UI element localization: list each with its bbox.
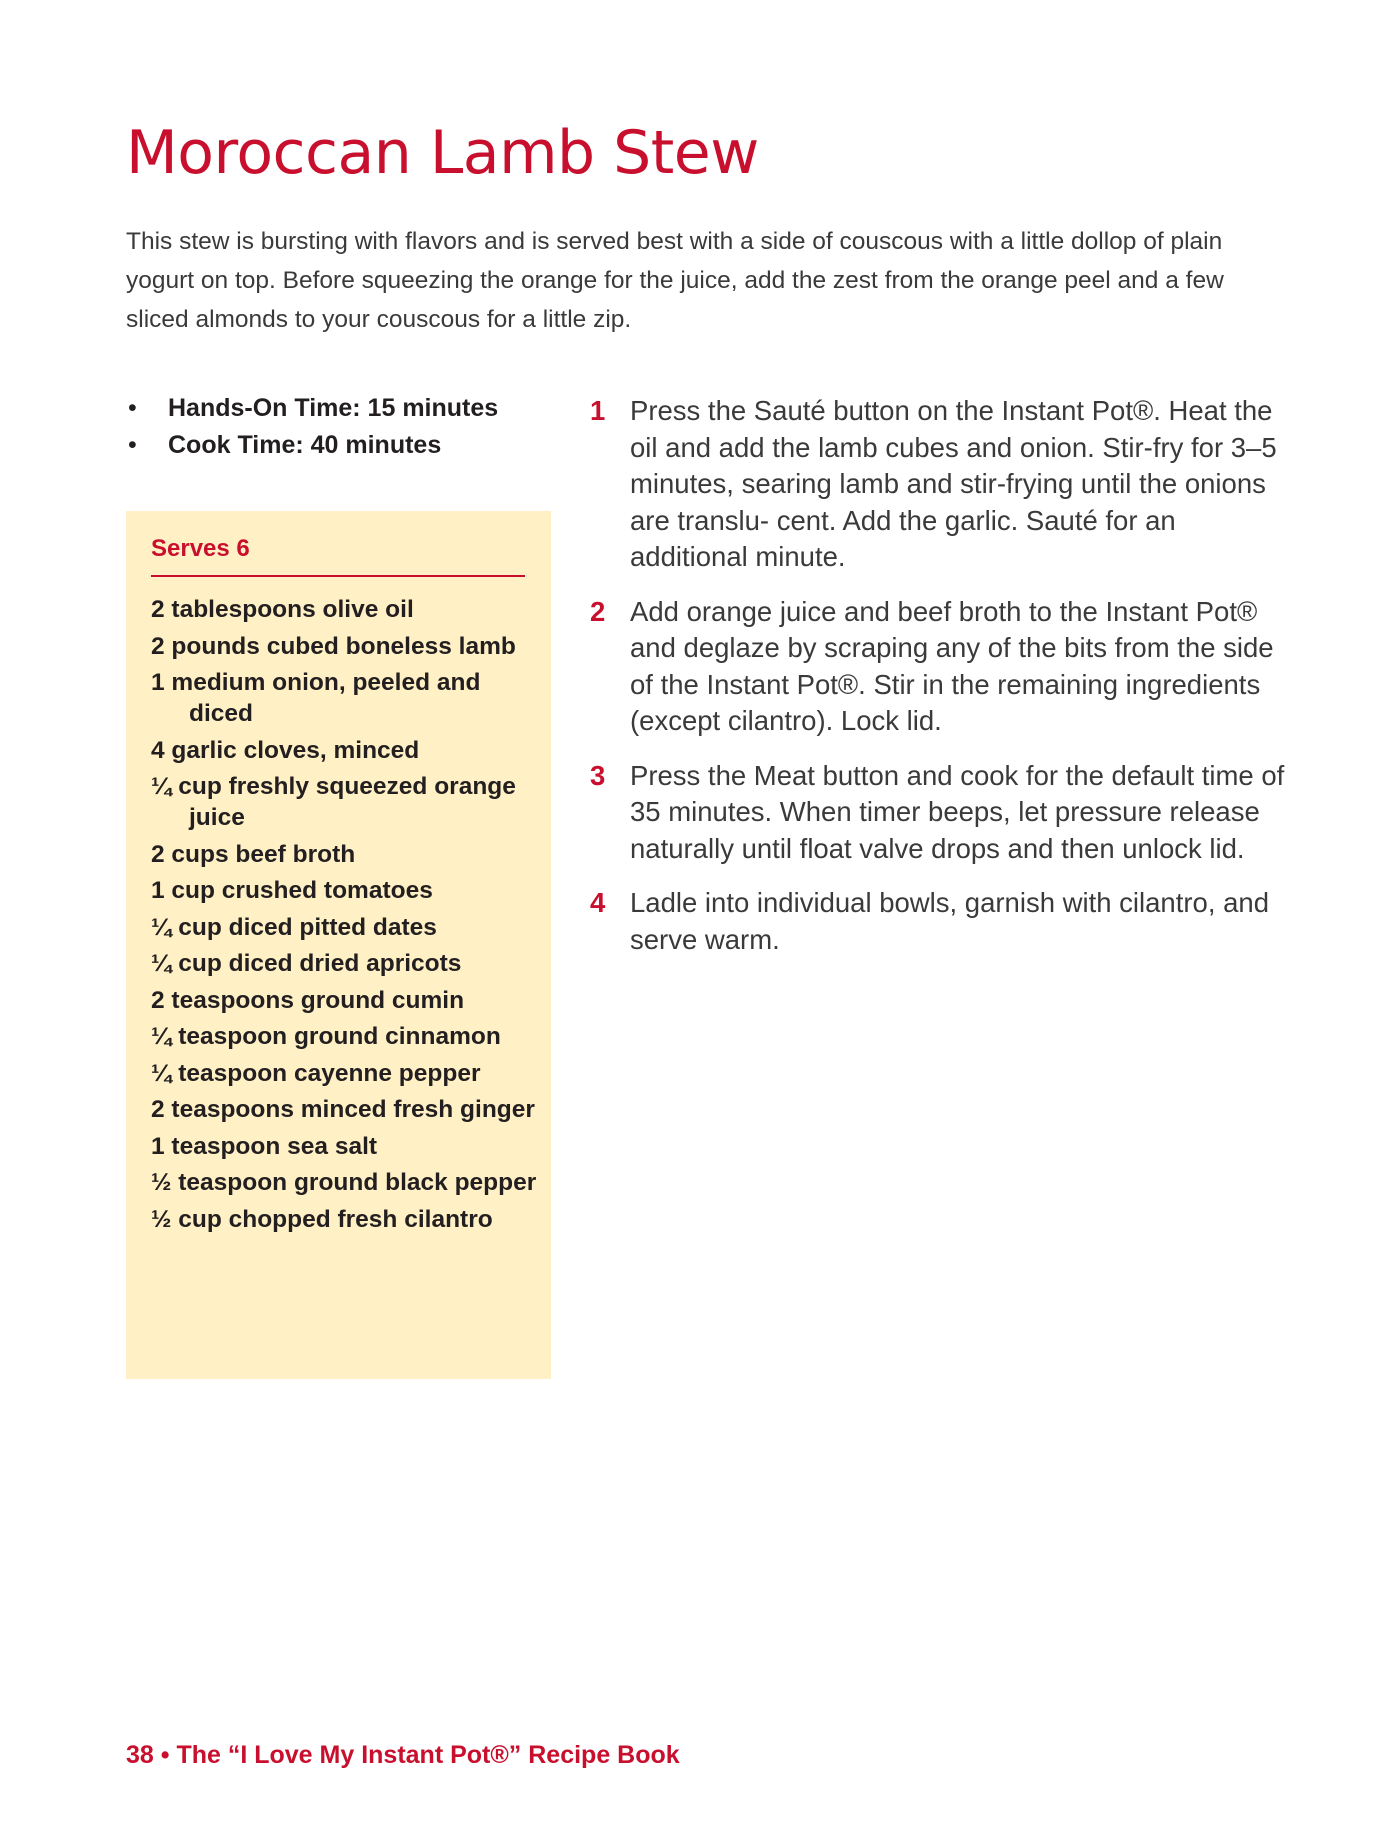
ingredient-item: ½ teaspoon ground black pepper [151, 1169, 537, 1196]
step-text: Add orange juice and beef broth to the Instant Pot® and deglaze by scraping any of the bits from the side of the Instant Pot®. Stir in the remaining ingredients (except cilantro). Lock lid. [630, 595, 1274, 736]
step-text: Press the Meat button and cook for the default time of 35 minutes. When timer beeps, let pressure release naturally until float valve drops and then unlock lid. [630, 759, 1285, 864]
ingredient-item: 1 cup crushed tomatoes [151, 877, 433, 904]
recipe-intro: This stew is bursting with flavors and is served best with a side of couscous with a little dollop of plain yogurt on top. Before squeezing the orange for the juice, add the zest from the orange peel and a few sliced almonds to your couscous for a little zip. [126, 228, 1224, 333]
ingredient-item: 2 teaspoons minced fresh ginger [151, 1096, 535, 1123]
ingredient-item: ¼ cup diced dried apricots [151, 950, 462, 977]
ingredient-item: ¼ teaspoon cayenne pepper [151, 1059, 481, 1087]
ingredient-item: 1 teaspoon sea salt [151, 1132, 378, 1160]
ingredient-item: 2 pounds cubed boneless lamb [151, 632, 516, 660]
ingredient-item: ½ cup chopped fresh cilantro [151, 1205, 493, 1233]
ingredient-item: 2 tablespoons olive oil [151, 596, 414, 623]
ingredient-item: 2 teaspoons ground cumin [151, 986, 465, 1014]
cook-time-text: Cook Time: 40 minutes [168, 431, 442, 459]
directions-list [590, 393, 1290, 976]
cook-time [126, 427, 498, 464]
ingredient-item: 4 garlic cloves, minced [151, 736, 420, 764]
step-text: Ladle into individual bowls, garnish with cilantro, and serve warm. [630, 887, 1269, 955]
serves-heading: Serves 6 [151, 533, 525, 577]
step-number: 4 [590, 887, 606, 918]
page-footer: 38 • The “I Love My Instant Pot®” Recipe Book [126, 1741, 680, 1769]
ingredients-list [151, 594, 541, 1240]
ingredient-item: 2 cups beef broth [151, 840, 356, 868]
step-number: 1 [590, 395, 606, 426]
bullet-icon: • [128, 394, 137, 422]
ingredient-item: ¼ cup diced pitted dates [151, 913, 437, 941]
direction-step [590, 885, 1290, 958]
ingredients-box [126, 511, 551, 1379]
step-number: 3 [590, 759, 606, 791]
direction-step [590, 594, 1290, 740]
step-number: 2 [590, 595, 606, 627]
recipe-title: Moroccan Lamb Stew [126, 118, 759, 188]
ingredient-item: ¼ teaspoon ground cinnamon [151, 1023, 501, 1050]
direction-step [590, 393, 1290, 576]
step-text: Press the Sauté button on the Instant Pot®. Heat the oil and add the lamb cubes and onion. Stir-fry for 3–5 minutes, searing lamb and stir-frying until the onions are translu- cent. Add the garlic. Sauté for an additional minute. [630, 395, 1277, 572]
direction-step [590, 758, 1290, 868]
ingredient-item: 1 medium onion, peeled and diced [151, 669, 481, 727]
times-list [126, 390, 498, 464]
bullet-icon: • [128, 431, 137, 459]
ingredient-item: ¼ cup freshly squeezed orange juice [151, 773, 516, 831]
hands-on-time-text: Hands-On Time: 15 minutes [168, 394, 499, 422]
hands-on-time [126, 390, 498, 427]
